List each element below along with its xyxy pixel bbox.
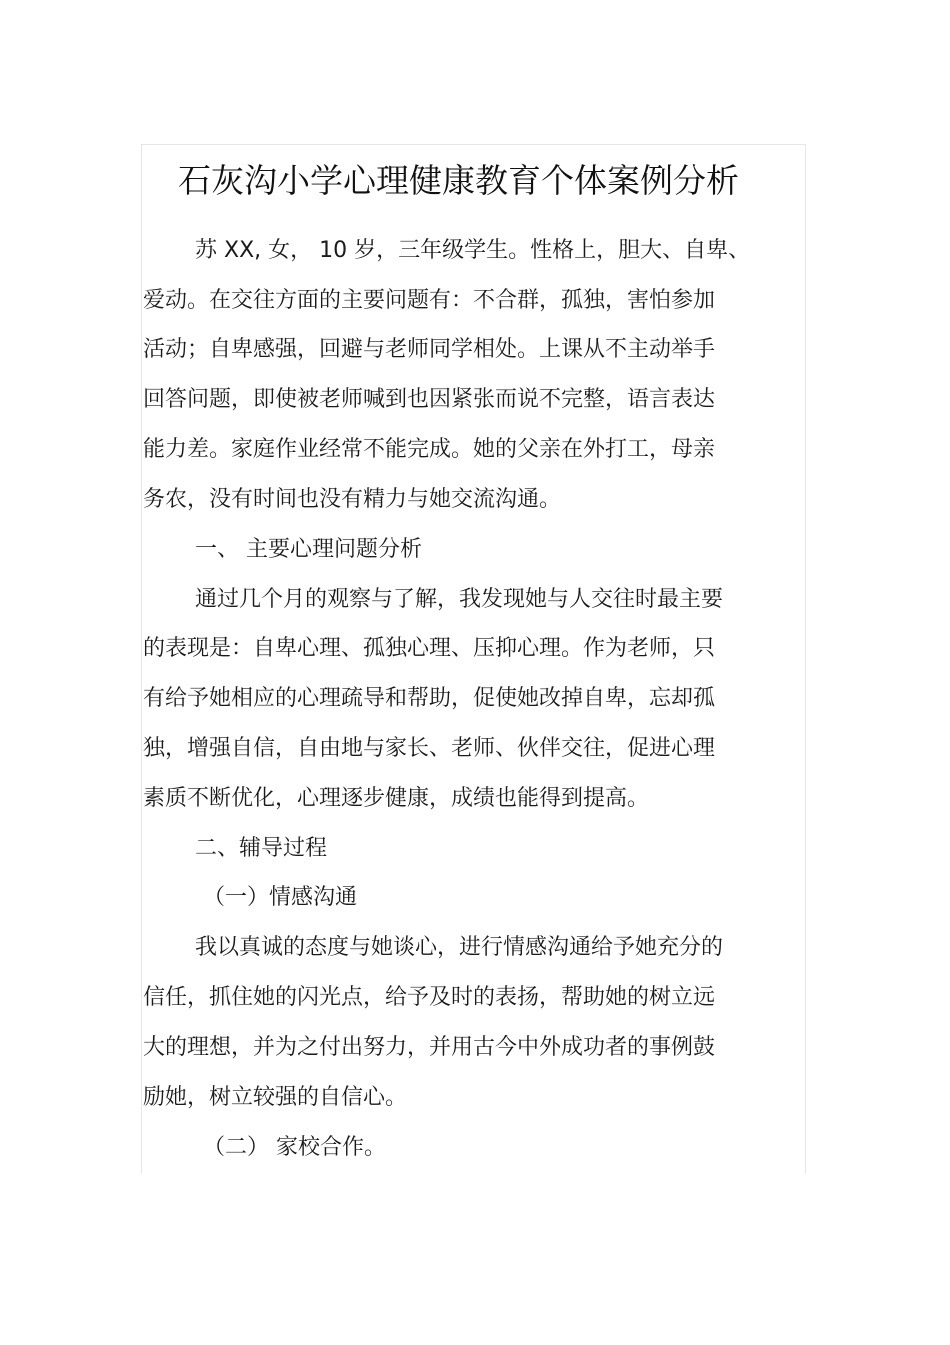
section-heading-1: 一、 主要心理问题分析 — [195, 537, 422, 562]
paragraph-line: 爱动。在交往方面的主要问题有：不合群，孤独，害怕参加 — [143, 288, 716, 313]
paragraph-line: 独，增强自信，自由地与家长、老师、伙伴交往，促进心理 — [143, 736, 716, 761]
paragraph-line: 我以真诚的态度与她谈心，进行情感沟通给予她充分的 — [195, 935, 724, 960]
paragraph-line: 回答问题，即使被老师喊到也因紧张而说不完整，语言表达 — [143, 387, 716, 412]
paragraph-line: 信任，抓住她的闪光点，给予及时的表扬，帮助她的树立远 — [143, 985, 716, 1010]
paragraph-line: 大的理想，并为之付出努力，并用古今中外成功者的事例鼓 — [143, 1035, 716, 1060]
subsection-heading-1: （一）情感沟通 — [203, 885, 358, 910]
section-heading-2: 二、辅导过程 — [195, 836, 328, 861]
subsection-heading-2: （二） 家校合作。 — [203, 1135, 386, 1160]
paragraph-line: 苏 XX, 女， 10 岁，三年级学生。性格上，胆大、自卑、 — [195, 238, 751, 263]
paragraph-line: 能力差。家庭作业经常不能完成。她的父亲在外打工，母亲 — [143, 437, 716, 462]
paragraph-line: 活动；自卑感强，回避与老师同学相处。上课从不主动举手 — [143, 337, 716, 362]
document-title: 石灰沟小学心理健康教育个体案例分析 — [178, 161, 739, 200]
paragraph-line: 的表现是：自卑心理、孤独心理、压抑心理。作为老师，只 — [143, 636, 716, 661]
paragraph-line: 务农，没有时间也没有精力与她交流沟通。 — [143, 487, 562, 512]
paragraph-line: 通过几个月的观察与了解，我发现她与人交往时最主要 — [195, 587, 724, 612]
paragraph-line: 励她，树立较强的自信心。 — [143, 1085, 408, 1110]
paragraph-line: 有给予她相应的心理疏导和帮助，促使她改掉自卑，忘却孤 — [143, 686, 716, 711]
paragraph-line: 素质不断优化，心理逐步健康，成绩也能得到提高。 — [143, 786, 650, 811]
